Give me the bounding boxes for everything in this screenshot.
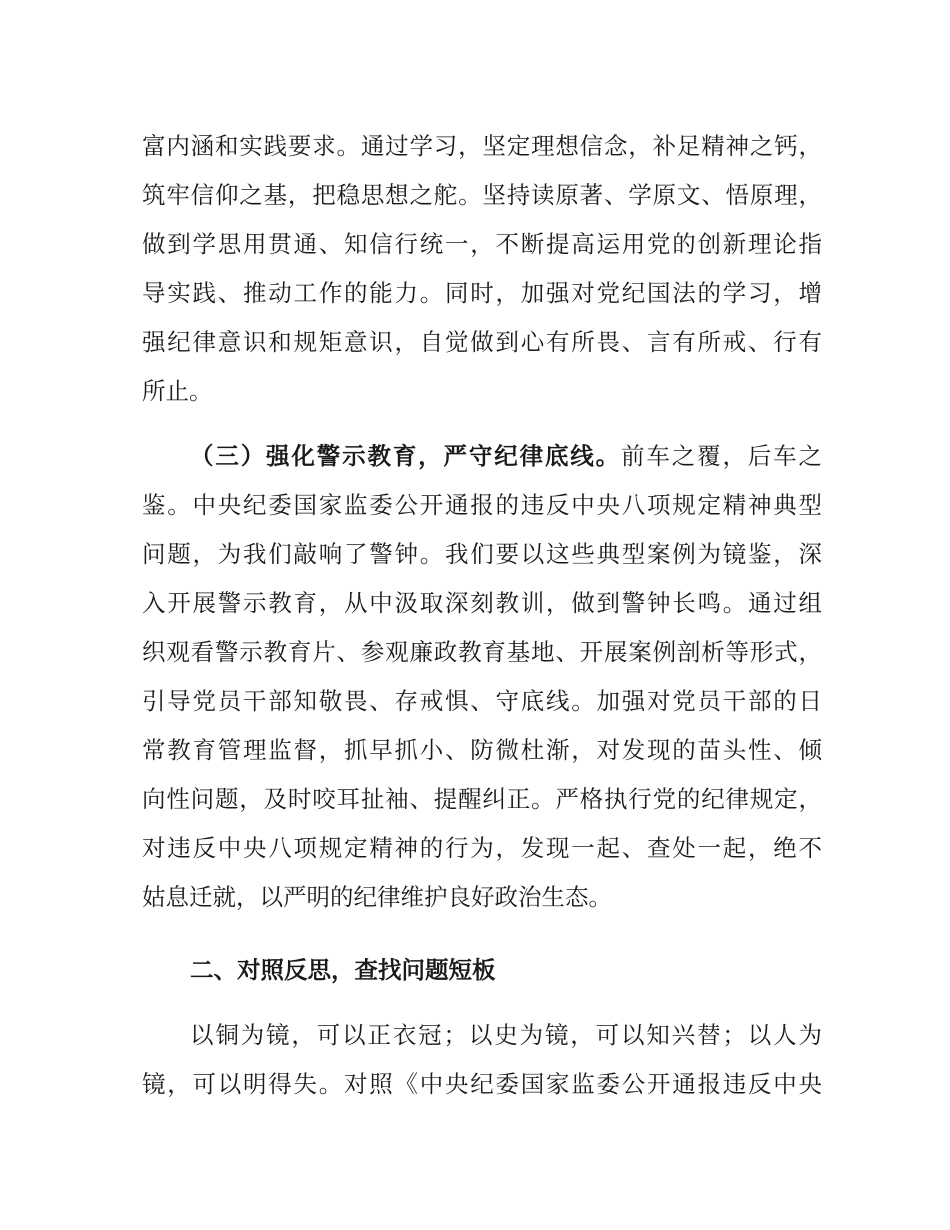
text-line: 镜，可以明得失。对照《中央纪委国家监委公开通报违反中央	[142, 1070, 822, 1098]
text-line: 引导党员干部知敬畏、存戒惧、守底线。加强对党员干部的日	[142, 687, 822, 715]
paragraph-2-first-line	[190, 440, 822, 472]
text-line: 常教育管理监督，抓早抓小、防微杜渐，对发现的苗头性、倾	[142, 736, 822, 764]
text-line: 以铜为镜，可以正衣冠；以史为镜，可以知兴替；以人为	[190, 1021, 822, 1049]
text-line: 鉴。中央纪委国家监委公开通报的违反中央八项规定精神典型	[142, 491, 822, 519]
text-line: 富内涵和实践要求。通过学习，坚定理想信念，补足精神之钙，	[142, 132, 822, 160]
text-line: 问题，为我们敲响了警钟。我们要以这些典型案例为镜鉴，深	[142, 540, 822, 568]
text-line: 织观看警示教育片、参观廉政教育基地、开展案例剖析等形式，	[142, 638, 822, 666]
text-line: 对违反中央八项规定精神的行为，发现一起、查处一起，绝不	[142, 834, 822, 862]
text-line: 强纪律意识和规矩意识，自觉做到心有所畏、言有所戒、行有	[142, 328, 822, 356]
text-line: 筑牢信仰之基，把稳思想之舵。坚持读原著、学原文、悟原理，	[142, 181, 822, 209]
text-line: 导实践、推动工作的能力。同时，加强对党纪国法的学习，增	[142, 279, 822, 307]
text-line: 向性问题，及时咬耳扯袖、提醒纠正。严格执行党的纪律规定，	[142, 785, 822, 813]
section-heading: 二、对照反思，查找问题短板	[190, 956, 496, 984]
text-line: 所止。	[142, 377, 213, 405]
text-line: 姑息迁就，以严明的纪律维护良好政治生态。	[142, 883, 612, 911]
subheading-bold-lead: （三）强化警示教育，严守纪律底线。	[190, 442, 622, 470]
text-line: 入开展警示教育，从中汲取深刻教训，做到警钟长鸣。通过组	[142, 589, 822, 617]
text-line: 做到学思用贯通、知信行统一，不断提高运用党的创新理论指	[142, 230, 822, 258]
text-run: 前车之覆，后车之	[621, 442, 823, 470]
